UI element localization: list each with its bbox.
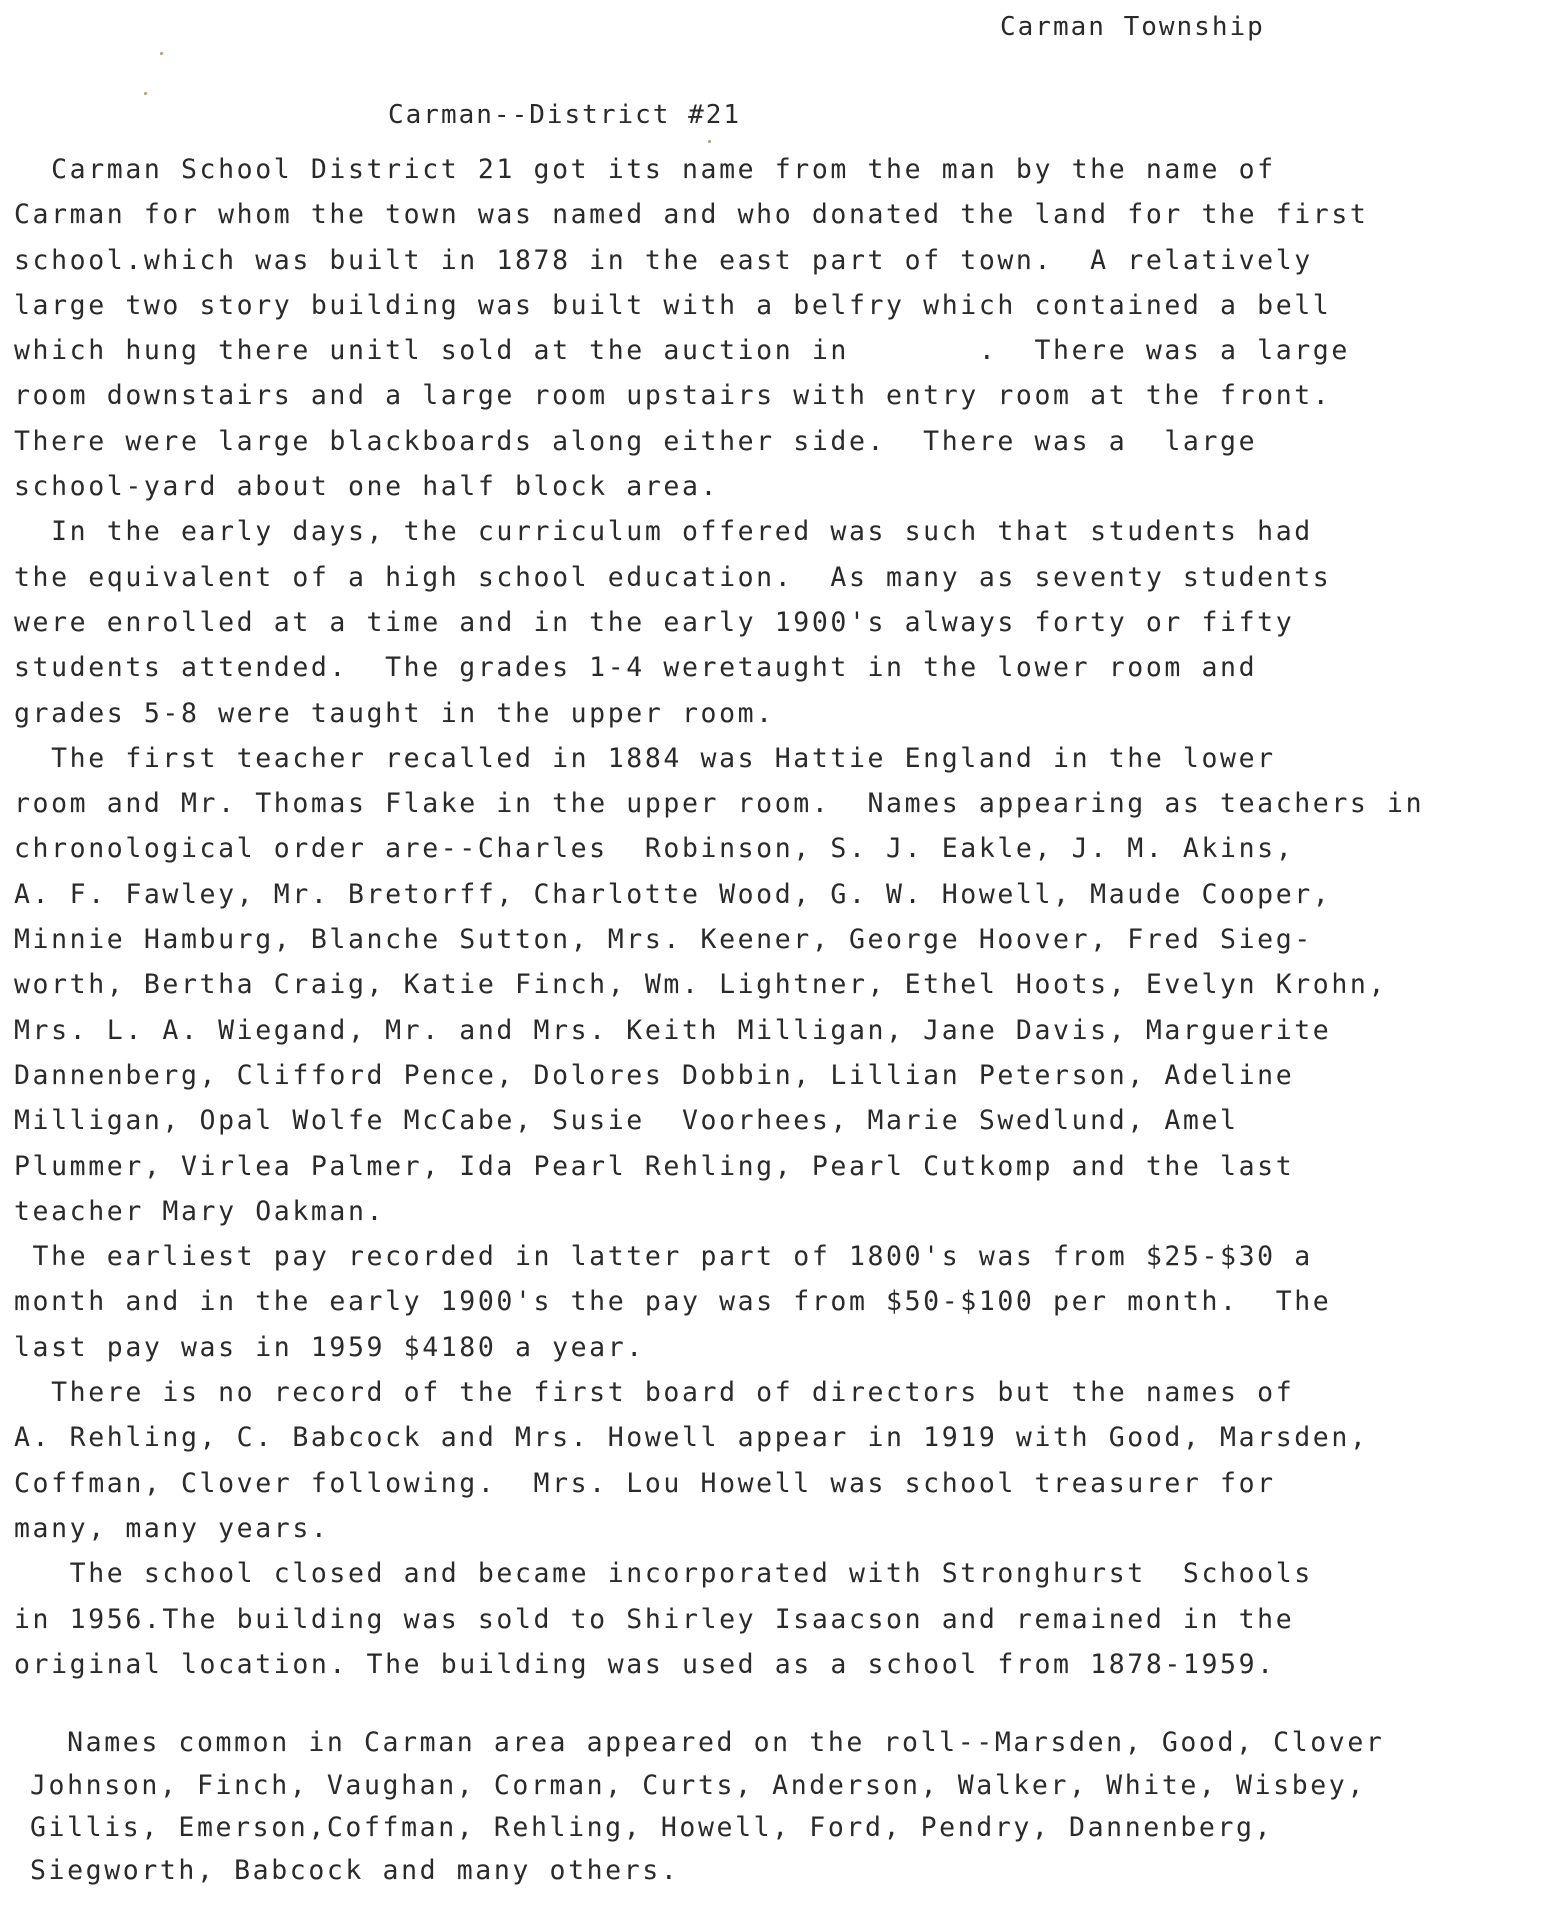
text-line: The earliest pay recorded in latter part of 1800's was from $25-$30 a [14, 1241, 1313, 1273]
text-line: Siegworth, Babcock and many others. [30, 1854, 680, 1886]
text-line: In the early days, the curriculum offered was such that students had [14, 516, 1313, 548]
text-line: chronological order are--Charles Robinson, S. J. Eakle, J. M. Akins, [14, 833, 1295, 865]
text-line: room and Mr. Thomas Flake in the upper room. Names appearing as teachers in [14, 788, 1425, 820]
text-line: which hung there unitl sold at the auction in . There was a large [14, 335, 1350, 367]
text-line: students attended. The grades 1-4 weretaught in the lower room and [14, 652, 1258, 684]
text-line: Carman for whom the town was named and who donated the land for the first [14, 199, 1369, 231]
text-line: The first teacher recalled in 1884 was Hattie England in the lower [14, 742, 1276, 774]
text-line: in 1956.The building was sold to Shirley Isaacson and remained in the [14, 1603, 1295, 1635]
body-text [14, 147, 1544, 1687]
text-line: Carman School District 21 got its name from the man by the name of [14, 154, 1276, 185]
text-line: last pay was in 1959 $4180 a year. [14, 1331, 645, 1363]
text-line: worth, Bertha Craig, Katie Finch, Wm. Lightner, Ethel Hoots, Evelyn Krohn, [14, 969, 1388, 1001]
text-line: grades 5-8 were taught in the upper room. [14, 697, 775, 729]
text-line: Names common in Carman area appeared on the roll--Marsden, Good, Clover [30, 1727, 1385, 1758]
paper-speck [144, 92, 147, 95]
text-line: month and in the early 1900's the pay was from $50-$100 per month. The [14, 1286, 1332, 1318]
closing-paragraph [30, 1722, 1540, 1892]
text-line: Minnie Hamburg, Blanche Sutton, Mrs. Keener, George Hoover, Fred Sieg- [14, 924, 1313, 956]
text-line: There is no record of the first board of directors but the names of [14, 1377, 1295, 1409]
township-heading: Carman Township [1000, 12, 1265, 42]
text-line: teacher Mary Oakman. [14, 1195, 386, 1227]
text-line: school-yard about one half block area. [14, 471, 720, 503]
text-line: Johnson, Finch, Vaughan, Corman, Curts, Anderson, Walker, White, Wisbey, [30, 1769, 1366, 1801]
paper-speck [160, 52, 163, 55]
text-line: the equivalent of a high school education. As many as seventy students [14, 561, 1332, 593]
text-line: A. Rehling, C. Babcock and Mrs. Howell appear in 1919 with Good, Marsden, [14, 1422, 1369, 1454]
text-line: large two story building was built with a belfry which contained a bell [14, 289, 1332, 321]
text-line: Coffman, Clover following. Mrs. Lou Howell was school treasurer for [14, 1467, 1276, 1499]
text-line: many, many years. [14, 1512, 330, 1544]
text-line: Plummer, Virlea Palmer, Ida Pearl Rehling, Pearl Cutkomp and the last [14, 1150, 1295, 1182]
text-line: Mrs. L. A. Wiegand, Mr. and Mrs. Keith Milligan, Jane Davis, Marguerite [14, 1014, 1332, 1046]
text-line: Dannenberg, Clifford Pence, Dolores Dobbin, Lillian Peterson, Adeline [14, 1059, 1295, 1091]
text-line: room downstairs and a large room upstairs with entry room at the front. [14, 380, 1332, 412]
text-line: Gillis, Emerson,Coffman, Rehling, Howell, Ford, Pendry, Dannenberg, [30, 1812, 1274, 1843]
text-line: Milligan, Opal Wolfe McCabe, Susie Voorhees, Marie Swedlund, Amel [14, 1105, 1239, 1137]
document-title: Carman--District #21 [388, 100, 742, 130]
text-line: There were large blackboards along either side. There was a large [14, 425, 1258, 457]
text-line: The school closed and became incorporated with Stronghurst Schools [14, 1558, 1313, 1590]
text-line: A. F. Fawley, Mr. Bretorff, Charlotte Wood, G. W. Howell, Maude Cooper, [14, 878, 1332, 910]
text-line: original location. The building was used as a school from 1878-1959. [14, 1648, 1276, 1680]
paper-speck [708, 140, 711, 143]
text-line: school.which was built in 1878 in the east part of town. A relatively [14, 244, 1313, 276]
text-line: were enrolled at a time and in the early 1900's always forty or fifty [14, 606, 1295, 638]
